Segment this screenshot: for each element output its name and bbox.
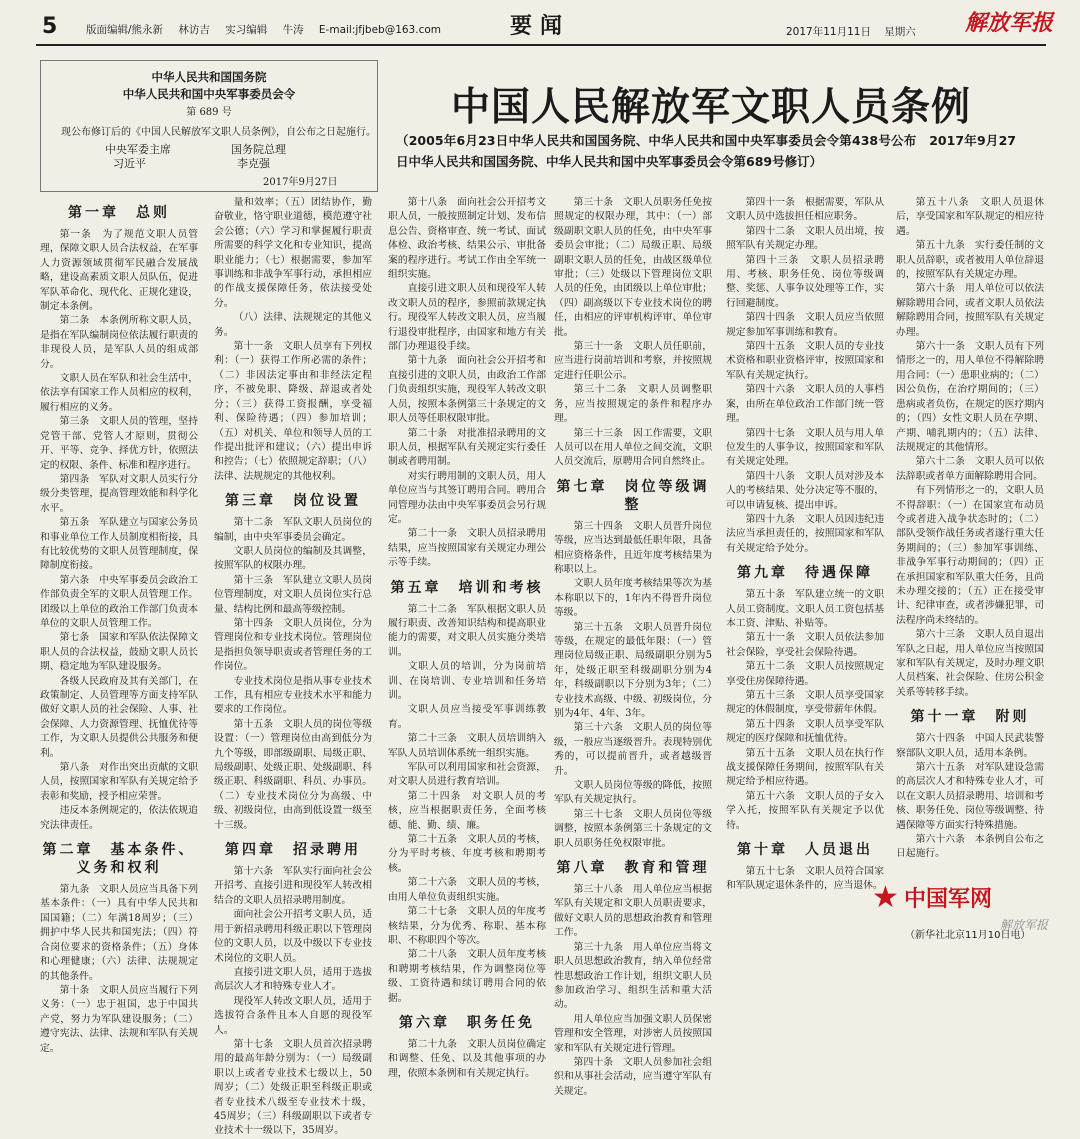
text-column-4 — [554, 196, 712, 1097]
article-paragraph: 对实行聘用制的文职人员，用人单位应当与其签订聘用合同。聘用合同管理办法由中央军事委员会另行规定。 — [388, 470, 546, 525]
issue-date: 2017年11月11日 — [786, 26, 871, 38]
article-paragraph: 第四十六条 文职人员的人事档案，由所在单位政治工作部门统一管理。 — [726, 384, 884, 425]
article-paragraph: 第五十四条 文职人员享受军队规定的医疗保障和抚恤优待。 — [726, 718, 884, 745]
article-paragraph: 第四十三条 文职人员招录聘用、考核、职务任免、岗位等级调整、奖惩、人事争议处理等工作，实行回避制度。 — [726, 254, 884, 309]
article-paragraph: 第五十二条 文职人员按照规定享受住房保障待遇。 — [726, 661, 884, 687]
article-paragraph: 第六条 中央军事委员会政治工作部负责全军的文职人员管理工作。团级以上单位的政治工作部门负责本单位的文职人员管理工作。 — [40, 574, 198, 629]
decree-org2: 中华人民共和国中央军事委员会令 — [122, 87, 296, 101]
article-paragraph: 第二条 本条例所称文职人员，是指在军队编制岗位依法履行职责的非现役人员，是军队人员的组成部分。 — [40, 315, 198, 370]
article-paragraph: 量和效率；（五）团结协作，勤奋敬业，恪守职业道德，模范遵守社会公德；（六）学习和掌握履行职责所需要的科学文化和专业知识，提高职业能力；（七）根据需要，参加军事训练和非战争军事行动，承担相应的作战支援保障任务，依法接受处分。 — [214, 197, 372, 309]
article-paragraph: 军队可以利用国家和社会资源，对文职人员进行教育培训。 — [388, 762, 546, 788]
article-paragraph: 第三十四条 文职人员晋升岗位等级，应当达到最低任职年限，具备相应资格条件，且近年度考核结果为称职以上。 — [554, 520, 712, 575]
article-paragraph: 第二十三条 文职人员培训纳入军队人员培训体系统一组织实施。 — [388, 733, 546, 759]
intern-name: 牛涛 — [282, 24, 304, 36]
article-paragraph: 第三十九条 用人单位应当将文职人员思想政治教育，纳入单位经常性思想政治工作计划，组织文职人员参加政治学习、组织生活和重大活动。 — [554, 941, 712, 1011]
chapter-heading: 第二章 基本条件、义务和权利 — [42, 842, 196, 877]
issue-weekday: 星期六 — [884, 26, 916, 38]
article-paragraph: 第五十九条 实行委任制的文职人员辞职，或者被用人单位辞退的，按照军队有关规定办理。 — [896, 240, 1044, 281]
article-title: 中国人民解放军文职人员条例 — [450, 85, 971, 130]
article-paragraph: 第六十五条 对军队建设急需的高层次人才和特殊专业人才，可以在文职人员招录聘用、培训和考核、职务任免、岗位等级调整、待遇保障等方面实行特殊措施。 — [896, 762, 1044, 831]
chapter-heading: 第六章 职务任免 — [399, 1014, 535, 1031]
article-paragraph: 现役军人转改文职人员，适用于选拔符合条件且本人自愿的现役军人。 — [214, 995, 372, 1036]
article-paragraph: 第七条 国家和军队依法保障文职人员的合法权益，鼓励文职人员长期、稳定地为军队建设服务。 — [40, 632, 198, 673]
text-column-1 — [40, 196, 198, 1054]
article-paragraph: 直接引进文职人员，适用于选拔高层次人才和特殊专业人才。 — [214, 966, 372, 993]
chapter-heading: 第一章 总则 — [68, 205, 170, 221]
article-paragraph: 第三十八条 用人单位应当根据军队有关规定和文职人员职责要求，做好文职人员的思想政治教育和管理工作。 — [554, 884, 712, 939]
chapter-heading: 第三章 岗位设置 — [225, 493, 361, 510]
text-column-2 — [214, 196, 372, 1137]
article-paragraph: 第二十一条 文职人员招录聘用结果，应当按照国家有关规定办理公示等手续。 — [388, 528, 546, 569]
article-paragraph: 文职人员应当接受军事训练教育。 — [388, 704, 546, 730]
article-paragraph: 第六十三条 文职人员自退出军队之日起，用人单位应当按照国家和军队有关规定，及时办理文职人员档案、社会保险、住房公积金关系等转移手续。 — [896, 629, 1044, 698]
article-paragraph: 第二十七条 文职人员的年度考核结果，分为优秀、称职、基本称职、不称职四个等次。 — [388, 906, 546, 946]
article-paragraph: 第三十五条 文职人员晋升岗位等级，在规定的最低年限：（一）管理岗位局级正职、局级副职分别为5年，处级正职至科级副职分别为4年，科级副职以下分别为3年；（二）专业技术高级、中级、初级岗位，分别为4年、4年、3年。 — [554, 621, 712, 719]
article-paragraph: 第二十九条 文职人员岗位确定和调整、任免、以及其他事项的办理，依照本条例和有关规定执行。 — [388, 1038, 546, 1079]
chapter-heading: 第十一章 附则 — [910, 709, 1030, 726]
article-paragraph: 面向社会公开招考文职人员，适用于新招录聘用科级正职以下管理岗位的文职人员，以及中级以下专业技术岗位的文职人员。 — [214, 909, 372, 964]
article-paragraph: 第三十六条 文职人员的岗位等级，一般应当逐级晋升。表现特别优秀的，可以提前晋升，或者越级晋升。 — [554, 722, 712, 777]
decree-org1: 中华人民共和国国务院 — [151, 70, 267, 84]
masthead-logo: 解放军报 — [965, 10, 1054, 36]
decree-intro: 现公布修订后的《中国人民解放军文职人员条例》，自公布之日起施行。 — [61, 127, 376, 138]
article-paragraph: 第十九条 面向社会公开招考和直接引进的文职人员，由政治工作部门负责组织实施，现役军人转改文职人员，按照本条例第三十条规定的文职人员等任职权限审批。 — [388, 355, 546, 425]
article-paragraph: 第五十七条 文职人员符合国家和军队规定退休条件的，应当退休。 — [726, 866, 884, 892]
article-paragraph: 第五十六条 文职人员的子女入学入托，按照军队有关规定予以优待。 — [726, 790, 884, 831]
article-paragraph: 第六十一条 文职人员有下列情形之一的，用人单位不得解除聘用合同：（一）患职业病的；（二）因公负伤，在治疗期间的；（三）患病或者负伤，在规定的医疗期内的；（四）女性文职人员在孕期、产期、哺乳期内的；（五）法律、法规规定的其他情形。 — [896, 341, 1044, 453]
chapter-heading: 第四章 招录聘用 — [225, 842, 361, 859]
article-paragraph: 第十条 文职人员应当履行下列义务：（一）忠于祖国，忠于中国共产党，努力为军队建设服务；（二）遵守宪法、法律、法规和军队有关规定。 — [40, 984, 198, 1054]
email-link[interactable]: E-mail:jfjbeb@163.com — [318, 24, 442, 36]
source-note: （新华社北京11月10日电） — [905, 930, 1031, 941]
article-paragraph: 第三十三条 因工作需要，文职人员可以在用人单位之间交流，文职人员交流后，原聘用合同自然终止。 — [554, 427, 712, 468]
article-paragraph: 第四十九条 文职人员因违纪违法应当承担责任的，按照国家和军队有关规定给予处分。 — [726, 513, 884, 554]
text-column-3 — [388, 196, 546, 1079]
article-paragraph: 第五十五条 文职人员在执行作战支援保障任务期间，按照军队有关规定给予相应待遇。 — [726, 747, 884, 788]
article-paragraph: 第四十二条 文职人员出境，按照军队有关规定办理。 — [726, 225, 884, 252]
text-column-5 — [726, 196, 884, 946]
article-paragraph: 第二十六条 文职人员的考核，由用人单位负责组织实施。 — [388, 877, 546, 903]
decree-date: 2017年9月27日 — [263, 177, 338, 188]
article-paragraph: 第三十二条 文职人员调整职务，应当按照规定的条件和程序办理。 — [554, 384, 712, 425]
article-paragraph: 文职人员岗位等级的降低，按照军队有关规定执行。 — [554, 780, 712, 806]
article-paragraph: 第二十五条 文职人员的考核，分为平时考核、年度考核和聘期考核。 — [388, 834, 546, 874]
article-paragraph: 第四十条 文职人员参加社会组织和从事社会活动，应当遵守军队有关规定。 — [554, 1056, 712, 1097]
article-paragraph: 第四条 军队对文职人员实行分级分类管理，提高管理效能和科学化水平。 — [40, 473, 198, 514]
article-paragraph: 第六十条 用人单位可以依法解除聘用合同，或者文职人员依法解除聘用合同，按照军队有关规定办理。 — [896, 283, 1044, 338]
article-paragraph: 第八条 对作出突出贡献的文职人员，按照国家和军队有关规定给予表彰和奖励，授予相应荣誉。 — [40, 762, 198, 802]
article-paragraph: 第五十八条 文职人员退休后，享受国家和军队规定的相应待遇。 — [896, 197, 1044, 237]
article-paragraph: （八）法律、法规规定的其他义务。 — [214, 312, 372, 338]
article-paragraph: 第二十四条 对文职人员的考核，应当根据职责任务，全面考核德、能、勤、绩、廉。 — [388, 790, 546, 831]
article-paragraph: 文职人员在军队和社会生活中，依法享有国家工作人员相应的权利，履行相应的义务。 — [40, 373, 198, 413]
article-paragraph: 违反本条例规定的，依法依规追究法律责任。 — [40, 805, 198, 831]
article-paragraph: 第六十二条 文职人员可以依法辞职或者单方面解除聘用合同。 — [896, 456, 1044, 482]
chapter-heading: 第七章 岗位等级调整 — [556, 478, 710, 513]
article-paragraph: 直接引进文职人员和现役军人转改文职人员的程序，参照前款规定执行。现役军人转改文职人员，应当履行退役审批程序，由国家和地方有关部门办理退役手续。 — [388, 283, 546, 353]
article-paragraph: 文职人员年度考核结果等次为基本称职以下的，1年内不得晋升岗位等级。 — [554, 578, 712, 619]
article-paragraph: 文职人员岗位的编制及其调整，按照军队的权限办理。 — [214, 545, 372, 572]
chapter-heading: 第五章 培训和考核 — [390, 579, 544, 596]
page-number: 5 — [42, 14, 58, 39]
header-rule — [36, 44, 1046, 46]
article-subtitle: （2005年6月23日中华人民共和国国务院、中华人民共和国中央军事委员会令第438号公布 2017年9月27日中华人民共和国国务院、中华人民共和国中央军事委员会令第689号修订） — [396, 133, 1016, 169]
article-paragraph: 第五十条 军队建立统一的文职人员工资制度。文职人员工资包括基本工资、津贴、补贴等。 — [726, 589, 884, 629]
article-paragraph: 第一条 为了规范文职人员管理，保障文职人员合法权益，在军事人力资源领域贯彻军民融合发展战略，建设高素质文职人员队伍，促进军队革命化、现代化、正规化建设，制定本条例。 — [40, 229, 198, 313]
chapter-heading: 第十章 人员退出 — [737, 842, 873, 859]
article-paragraph: 第十四条 文职人员岗位，分为管理岗位和专业技术岗位。管理岗位是指担负领导职责或者管理任务的工作岗位。 — [214, 617, 372, 673]
editor-credits — [86, 22, 453, 37]
article-paragraph: 第六十六条 本条例自公布之日起施行。 — [896, 834, 1044, 860]
article-paragraph: 第九条 文职人员应当具备下列基本条件：（一）具有中华人民共和国国籍；（二）年满18周岁；（三）拥护中华人民共和国宪法；（四）符合岗位要求的资格条件；（五）身体和心理健康；（六）法律、法规规定的其他条件。 — [40, 884, 198, 982]
article-paragraph: 第四十一条 根据需要，军队从文职人员中选拔担任相应职务。 — [726, 197, 884, 223]
article-paragraph: 第四十八条 文职人员对涉及本人的考核结果、处分决定等不服的，可以申请复核、提出申诉。 — [726, 470, 884, 511]
article-paragraph: 第十六条 军队实行面向社会公开招考、直接引进和现役军人转改相结合的文职人员招录聘用制度。 — [214, 866, 372, 906]
article-paragraph: 第四十七条 文职人员与用人单位发生的人事争议，按照国家和军队有关规定处理。 — [726, 427, 884, 468]
article-paragraph: 第三十七条 文职人员岗位等级调整，按照本条例第三十条规定的文职人员职务任免权限审批。 — [554, 808, 712, 849]
article-paragraph: 第三十条 文职人员职务任免按照规定的权限办理，其中：（一）部级副职文职人员的任免，由中央军事委员会审批；（二）局级正职、局级副职文职人员的任免，由战区级单位审批；（三）处级以下管理岗位文职人员的任免，由团级以上单位审批；（四）副高级以下专业技术岗位的聘任，由相应的评审机构评审、单位审批。 — [554, 197, 712, 338]
china-military-online-logo — [872, 876, 1004, 916]
logo-text: 中国军网 — [904, 887, 993, 912]
article-paragraph: 第二十二条 军队根据文职人员履行职责、改善知识结构和提高职业能力的需要，对文职人员实施分类培训。 — [388, 603, 546, 658]
issue-date-line — [786, 24, 926, 39]
article-paragraph: 第三条 文职人员的管理，坚持党管干部、党管人才原则，贯彻公开、平等、竞争、择优方针，依照法定的权限、条件、标准和程序进行。 — [40, 416, 198, 471]
article-paragraph: 第五十一条 文职人员依法参加社会保险，享受社会保险待遇。 — [726, 632, 884, 658]
editor-name: 林访吉 — [178, 24, 210, 36]
signatory-1-title: 中央军委主席 — [105, 143, 171, 156]
section-name: 要闻 — [509, 13, 570, 39]
intern-label: 实习编辑 — [225, 24, 268, 36]
article-paragraph: 第五十三条 文职人员享受国家规定的休假制度，享受带薪年休假。 — [726, 690, 884, 716]
article-paragraph: 第五条 军队建立与国家公务员和事业单位工作人员制度相衔接，具有比较优势的文职人员管理制度，保障制度衔接。 — [40, 517, 198, 572]
text-column-6 — [896, 196, 1044, 876]
article-paragraph: 第十三条 军队建立文职人员岗位管理制度，对文职人员岗位实行总量、结构比例和最高等级控制。 — [214, 574, 372, 615]
article-paragraph: 第六十四条 中国人民武装警察部队文职人员，适用本条例。 — [896, 733, 1044, 759]
article-paragraph: 第二十条 对批准招录聘用的文职人员，根据军队有关规定实行委任制或者聘用制。 — [388, 427, 546, 468]
article-paragraph: 第四十五条 文职人员的专业技术资格和职业资格评审，按照国家和军队有关规定执行。 — [726, 341, 884, 381]
star-icon: ★ — [872, 880, 899, 915]
article-paragraph: 用人单位应当加强文职人员保密管理和安全管理，对涉密人员按照国家和军队有关规定进行管理。 — [554, 1013, 712, 1054]
article-paragraph: 第十七条 文职人员首次招录聘用的最高年龄分别为：（一）局级副职以上或者专业技术七级以上，50周岁；（二）处级正职至科级正职或者专业技术八级至专业技术十级，45周岁；（三）科级副职以下或者专业技术十一级以下，35周岁。 — [214, 1038, 372, 1137]
newspaper-header — [0, 0, 1080, 46]
watermark-stamp: 解放军报 — [1000, 918, 1049, 932]
article-paragraph: 第三十一条 文职人员任职前，应当进行岗前培训和考察，并按照规定进行任职公示。 — [554, 341, 712, 381]
decree-box — [40, 60, 378, 192]
article-paragraph: 第十五条 文职人员的岗位等级设置：（一）管理岗位由高到低分为九个等级，即部级副职、局级正职、局级副职、处级正职、处级副职、科级正职、科级副职、科员、办事员。（二）专业技术岗位分为高级、中级、初级岗位，由高到低设置一级至十三级。 — [214, 718, 372, 831]
article-paragraph: 第十一条 文职人员享有下列权利：（一）获得工作所必需的条件；（二）非因法定事由和非经法定程序，不被免职、降级、辞退或者处分；（三）获得工资报酬，享受福利、保险待遇；（四）参加培训；（五）对机关、单位和领导人员的工作提出批评和建议；（六）提出申诉和控告；（七）依照规定辞职；（八）法律、法规规定的其他权利。 — [214, 341, 372, 482]
article-paragraph: 专业技术岗位是指从事专业技术工作，具有相应专业技术水平和能力要求的工作岗位。 — [214, 675, 372, 716]
article-paragraph: 第四十四条 文职人员应当依照规定参加军事训练和教育。 — [726, 312, 884, 338]
chapter-heading: 第九章 待遇保障 — [737, 565, 873, 582]
article-paragraph: 有下列情形之一的，文职人员不得辞职：（一）在国家宣布动员令或者进入战争状态时的；（二）部队受领作战任务或者遂行重大任务期间的；（三）参加军事训练、非战争军事行动期间的；（四）正在承担国家和军队重大任务，且尚未办理交接的；（五）正在接受审计、纪律审查，或者涉嫌犯罪，司法程序尚未终结的。 — [896, 485, 1044, 626]
article-paragraph: 第十八条 面向社会公开招考文职人员，一般按照制定计划、发布信息公告、资格审查、统一考试、面试体检、政治考核、结果公示、审批备案的程序进行。考试工作由全军统一组织实施。 — [388, 197, 546, 281]
article-paragraph: 第十二条 军队文职人员岗位的编制，由中央军事委员会确定。 — [214, 517, 372, 543]
signatory-1-name: 习近平 — [113, 157, 146, 170]
decree-number: 第 689 号 — [186, 107, 232, 118]
editor-label: 版面编辑/熊永新 — [86, 24, 164, 36]
signatory-2-name: 李克强 — [237, 157, 270, 170]
article-paragraph: 各级人民政府及其有关部门，在政策制定、人员管理等方面支持军队做好文职人员的社会保险、人事、社会保障、人力资源管理、抚恤优待等工作，为文职人员提供公共服务和便利。 — [40, 675, 198, 759]
chapter-heading: 第八章 教育和管理 — [556, 860, 710, 877]
signatory-2-title: 国务院总理 — [231, 143, 286, 156]
article-paragraph: 文职人员的培训，分为岗前培训、在岗培训、专业培训和任务培训。 — [388, 661, 546, 701]
article-paragraph: 第二十八条 文职人员年度考核和聘期考核结果，作为调整岗位等级、工资待遇和续订聘用合同的依据。 — [388, 949, 546, 1004]
